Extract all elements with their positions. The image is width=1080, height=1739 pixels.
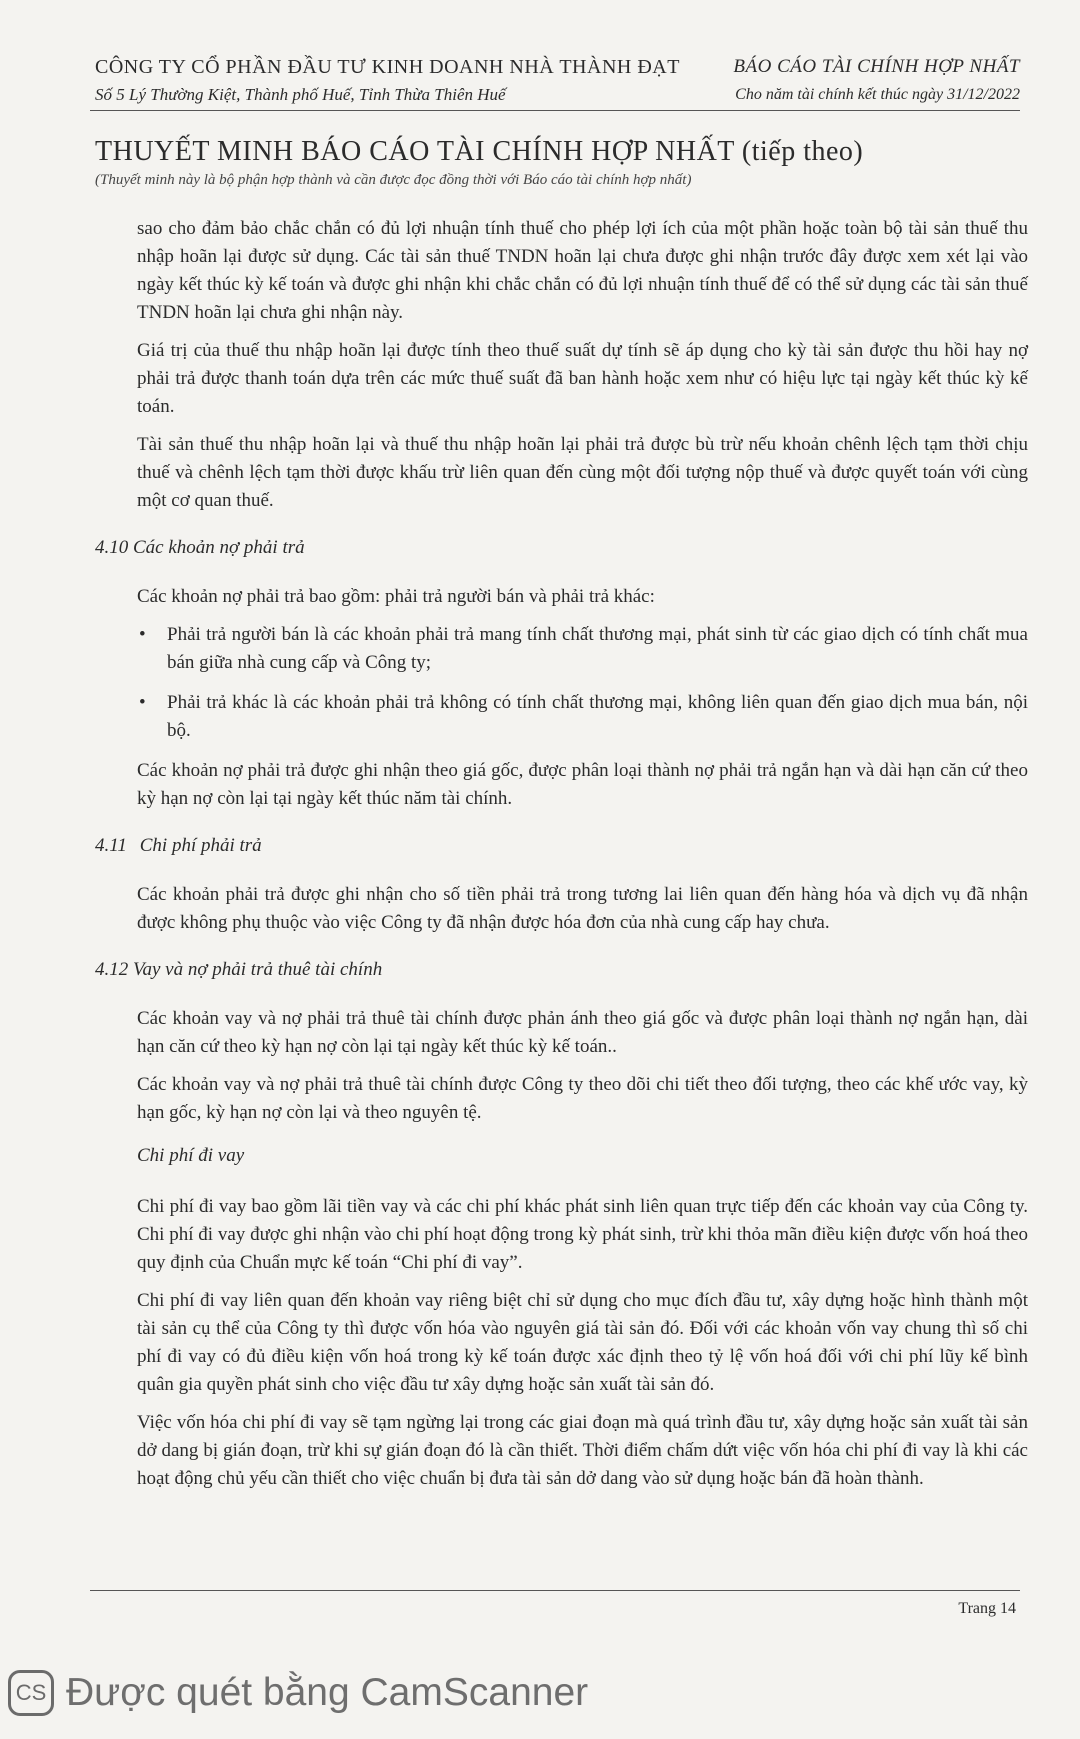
paragraph: Chi phí đi vay liên quan đến khoản vay riêng biệt chỉ sử dụng cho mục đích đầu tư, xây dựng hoặc hình thành một tài sản cụ thể của Công ty thì được vốn hóa vào nguyên giá tài sản đó. Đối với các khoản vốn vay chung thì số chi phí đi vay có đủ điều kiện vốn hoá trong kỳ kế toán được xác định theo tỷ lệ vốn hoá đối với chi phí lũy kế bình quân gia quyền phát sinh cho việc đầu tư xây dựng hoặc sản xuất tài sản đó.	[137, 1290, 1028, 1395]
scanner-watermark	[8, 1670, 588, 1716]
document-body	[95, 215, 1028, 1503]
header-left	[95, 56, 680, 105]
page-title: THUYẾT MINH BÁO CÁO TÀI CHÍNH HỢP NHẤT (tiếp theo)	[95, 136, 864, 167]
camscanner-logo-icon: CS	[8, 1670, 54, 1716]
subsection-heading: Chi phí đi vay	[137, 1145, 245, 1166]
section-heading-4-12: 4.12 Vay và nợ phải trả thuê tài chính	[95, 959, 383, 980]
bullet-marker: •	[139, 624, 146, 645]
page-number: Trang 14	[958, 1600, 1016, 1617]
list-item-text: Phải trả khác là các khoản phải trả không có tính chất thương mại, không liên quan đến giao dịch mua bán, nội bộ.	[167, 692, 1028, 741]
section-heading-4-10: 4.10 Các khoản nợ phải trả	[95, 537, 305, 558]
report-period: Cho năm tài chính kết thúc ngày 31/12/2022	[735, 86, 1020, 103]
list-item	[95, 689, 1028, 745]
paragraph: Tài sản thuế thu nhập hoãn lại và thuế thu nhập hoãn lại phải trả được bù trừ nếu khoản chênh lệch tạm thời chịu thuế và chênh lệch tạm thời được khấu trừ liên quan đến cùng một đối tượng nộp thuế và được quyết toán với cùng một cơ quan thuế.	[137, 434, 1028, 511]
paragraph: sao cho đảm bảo chắc chắn có đủ lợi nhuận tính thuế cho phép lợi ích của một phần hoặc toàn bộ tài sản thuế thu nhập hoãn lại được sử dụng. Các tài sản thuế TNDN hoãn lại chưa được ghi nhận trước đây được xem xét lại vào ngày kết thúc kỳ kế toán và được ghi nhận khi chắc chắn có đủ lợi nhuận tính thuế để có thể sử dụng các tài sản thuế TNDN hoãn lại chưa ghi nhận này.	[137, 218, 1028, 323]
header-divider	[90, 110, 1020, 111]
paragraph: Các khoản phải trả được ghi nhận cho số tiền phải trả trong tương lai liên quan đến hàng hóa và dịch vụ đã nhận được không phụ thuộc vào việc Công ty đã nhận được hóa đơn của nhà cung cấp hay chưa.	[137, 884, 1028, 933]
section-heading-4-11	[95, 835, 1028, 857]
paragraph: Chi phí đi vay bao gồm lãi tiền vay và các chi phí khác phát sinh liên quan trực tiếp đến các khoản vay của Công ty. Chi phí đi vay được ghi nhận vào chi phí hoạt động trong kỳ phát sinh, trừ khi thỏa mãn điều kiện được vốn hoá theo quy định của Chuẩn mực kế toán “Chi phí đi vay”.	[137, 1196, 1028, 1273]
list-item-text: Phải trả người bán là các khoản phải trả mang tính chất thương mại, phát sinh từ các giao dịch có tính chất mua bán giữa nhà cung cấp và Công ty;	[167, 624, 1028, 673]
bullet-marker: •	[139, 692, 146, 713]
section-title: Chi phí phải trả	[139, 835, 262, 856]
paragraph: Các khoản nợ phải trả được ghi nhận theo giá gốc, được phân loại thành nợ phải trả ngắn hạn và dài hạn căn cứ theo kỳ hạn nợ còn lại tại ngày kết thúc năm tài chính.	[137, 760, 1028, 809]
watermark-text: Được quét bằng CamScanner	[66, 1671, 589, 1714]
report-name: BÁO CÁO TÀI CHÍNH HỢP NHẤT	[733, 56, 1020, 77]
footer-divider	[90, 1590, 1020, 1591]
page-subtitle: (Thuyết minh này là bộ phận hợp thành và cần được đọc đồng thời với Báo cáo tài chính hợp nhất)	[95, 172, 692, 188]
paragraph: Các khoản vay và nợ phải trả thuê tài chính được Công ty theo dõi chi tiết theo đối tượng, theo các khế ước vay, kỳ hạn gốc, kỳ hạn nợ còn lại và theo nguyên tệ.	[137, 1074, 1028, 1123]
paragraph: Các khoản vay và nợ phải trả thuê tài chính được phản ánh theo giá gốc và được phân loại thành nợ ngắn hạn, dài hạn căn cứ theo kỳ hạn nợ còn lại tại ngày kết thúc kỳ kế toán..	[137, 1008, 1028, 1057]
bullet-list	[95, 621, 1028, 745]
company-name: CÔNG TY CỔ PHẦN ĐẦU TƯ KINH DOANH NHÀ THÀNH ĐẠT	[95, 56, 680, 78]
paragraph: Việc vốn hóa chi phí đi vay sẽ tạm ngừng lại trong các giai đoạn mà quá trình đầu tư, xây dựng hoặc sản xuất tài sản dở dang bị gián đoạn, trừ khi sự gián đoạn đó là cần thiết. Thời điểm chấm dứt việc vốn hóa chi phí đi vay là khi các hoạt động chủ yếu cần thiết cho việc chuẩn bị đưa tài sản dở dang vào sử dụng hoặc bán đã hoàn thành.	[137, 1412, 1028, 1489]
paragraph: Giá trị của thuế thu nhập hoãn lại được tính theo thuế suất dự tính sẽ áp dụng cho kỳ tài sản được thu hồi hay nợ phải trả được thanh toán dựa trên các mức thuế suất đã ban hành hoặc xem như có hiệu lực tại ngày kết thúc kỳ kế toán.	[137, 340, 1028, 417]
header-right	[733, 56, 1020, 104]
paragraph: Các khoản nợ phải trả bao gồm: phải trả người bán và phải trả khác:	[137, 586, 655, 607]
section-number: 4.11	[95, 835, 127, 856]
list-item	[95, 621, 1028, 677]
company-address: Số 5 Lý Thường Kiệt, Thành phố Huế, Tỉnh Thừa Thiên Huế	[95, 85, 506, 104]
